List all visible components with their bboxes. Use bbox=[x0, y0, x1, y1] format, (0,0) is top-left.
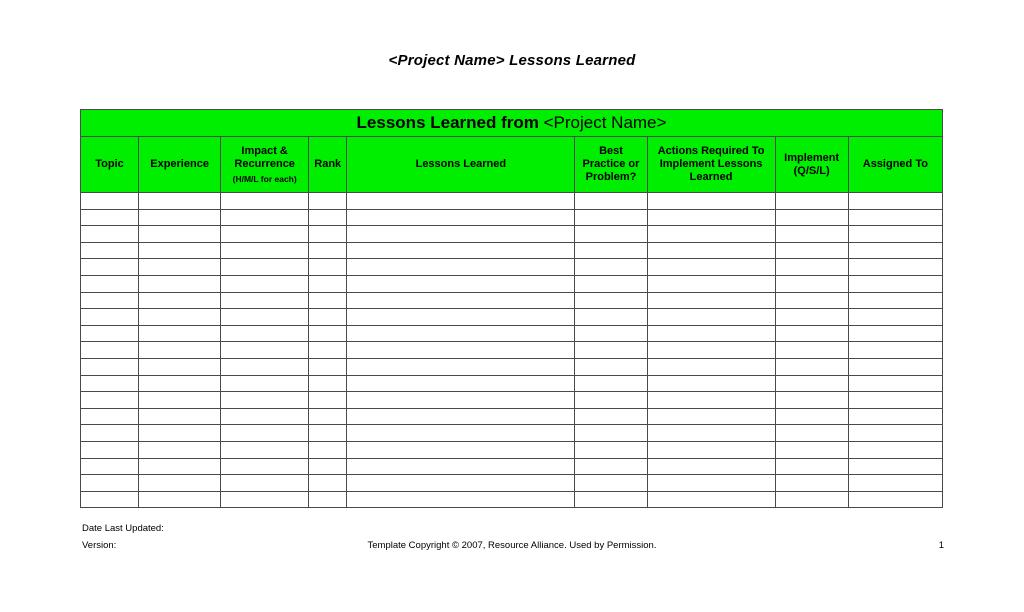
table-cell-lessons[interactable] bbox=[347, 408, 575, 425]
table-cell-implement[interactable] bbox=[775, 425, 848, 442]
table-cell-best[interactable] bbox=[575, 193, 647, 210]
page-footer bbox=[0, 518, 1024, 578]
table-cell-implement[interactable] bbox=[775, 392, 848, 409]
table-cell-rank[interactable] bbox=[309, 292, 347, 309]
table-cell-impact[interactable] bbox=[221, 375, 309, 392]
table-cell-impact[interactable] bbox=[221, 259, 309, 276]
table-cell-lessons[interactable] bbox=[347, 275, 575, 292]
table-cell-lessons[interactable] bbox=[347, 242, 575, 259]
table-cell-rank[interactable] bbox=[309, 309, 347, 326]
table-cell-assigned[interactable] bbox=[848, 242, 942, 259]
table-cell-experience[interactable] bbox=[139, 342, 221, 359]
table-cell-assigned[interactable] bbox=[848, 292, 942, 309]
table-cell-topic[interactable] bbox=[81, 242, 139, 259]
column-header-actions-line3: Learned bbox=[689, 171, 733, 183]
table-row[interactable] bbox=[81, 209, 943, 226]
table-row[interactable] bbox=[81, 193, 943, 210]
table-row[interactable] bbox=[81, 392, 943, 409]
table-cell-impact[interactable] bbox=[221, 358, 309, 375]
table-cell-lessons[interactable] bbox=[347, 441, 575, 458]
table-cell-rank[interactable] bbox=[309, 242, 347, 259]
table-cell-lessons[interactable] bbox=[347, 226, 575, 243]
table-cell-implement[interactable] bbox=[775, 458, 848, 475]
table-cell-best[interactable] bbox=[575, 292, 647, 309]
table-cell-impact[interactable] bbox=[221, 193, 309, 210]
table-cell-actions[interactable] bbox=[647, 458, 775, 475]
table-cell-topic[interactable] bbox=[81, 259, 139, 276]
table-cell-rank[interactable] bbox=[309, 226, 347, 243]
table-cell-experience[interactable] bbox=[139, 242, 221, 259]
table-cell-implement[interactable] bbox=[775, 209, 848, 226]
table-cell-impact[interactable] bbox=[221, 325, 309, 342]
table-banner-row bbox=[81, 110, 943, 137]
table-cell-implement[interactable] bbox=[775, 375, 848, 392]
date-last-updated-label: Date Last Updated: bbox=[82, 523, 164, 534]
table-cell-impact[interactable] bbox=[221, 491, 309, 508]
column-header-assigned-to-label: Assigned To bbox=[862, 158, 928, 170]
table-cell-topic[interactable] bbox=[81, 408, 139, 425]
column-header-implement-line1: Implement bbox=[784, 151, 840, 164]
table-cell-actions[interactable] bbox=[647, 358, 775, 375]
table-cell-implement[interactable] bbox=[775, 259, 848, 276]
table-cell-topic[interactable] bbox=[81, 491, 139, 508]
column-header-topic-label: Topic bbox=[95, 158, 124, 170]
table-cell-rank[interactable] bbox=[309, 358, 347, 375]
table-cell-impact[interactable] bbox=[221, 425, 309, 442]
table-cell-experience[interactable] bbox=[139, 475, 221, 492]
table-cell-lessons[interactable] bbox=[347, 358, 575, 375]
column-header-impact-sublabel: (H/M/L for each) bbox=[232, 173, 297, 184]
table-cell-assigned[interactable] bbox=[848, 491, 942, 508]
table-cell-experience[interactable] bbox=[139, 375, 221, 392]
table-cell-impact[interactable] bbox=[221, 441, 309, 458]
table-cell-topic[interactable] bbox=[81, 193, 139, 210]
column-header-experience bbox=[139, 137, 221, 193]
table-row[interactable] bbox=[81, 358, 943, 375]
column-header-best-line2: Practice or bbox=[582, 158, 640, 170]
copyright-notice: Template Copyright © 2007, Resource Alliance. Used by Permission. bbox=[367, 540, 657, 551]
page-number: 1 bbox=[938, 540, 944, 551]
table-cell-rank[interactable] bbox=[309, 193, 347, 210]
table-cell-experience[interactable] bbox=[139, 491, 221, 508]
table-cell-impact[interactable] bbox=[221, 275, 309, 292]
table-cell-rank[interactable] bbox=[309, 475, 347, 492]
table-cell-topic[interactable] bbox=[81, 441, 139, 458]
table-cell-topic[interactable] bbox=[81, 226, 139, 243]
table-cell-actions[interactable] bbox=[647, 375, 775, 392]
column-header-rank bbox=[309, 137, 347, 193]
table-row[interactable] bbox=[81, 242, 943, 259]
table-cell-experience[interactable] bbox=[139, 309, 221, 326]
table-cell-actions[interactable] bbox=[647, 209, 775, 226]
table-cell-topic[interactable] bbox=[81, 392, 139, 409]
table-cell-rank[interactable] bbox=[309, 259, 347, 276]
table-cell-rank[interactable] bbox=[309, 425, 347, 442]
column-header-actions-line1: Actions Required To bbox=[657, 145, 765, 157]
table-cell-lessons[interactable] bbox=[347, 325, 575, 342]
table-cell-lessons[interactable] bbox=[347, 458, 575, 475]
table-cell-impact[interactable] bbox=[221, 209, 309, 226]
table-cell-experience[interactable] bbox=[139, 325, 221, 342]
column-header-implement bbox=[775, 137, 848, 193]
table-cell-lessons[interactable] bbox=[347, 209, 575, 226]
table-cell-topic[interactable] bbox=[81, 425, 139, 442]
table-cell-best[interactable] bbox=[575, 458, 647, 475]
version-label: Version: bbox=[82, 540, 117, 551]
table-cell-rank[interactable] bbox=[309, 491, 347, 508]
table-cell-assigned[interactable] bbox=[848, 325, 942, 342]
table-row[interactable] bbox=[81, 292, 943, 309]
table-cell-rank[interactable] bbox=[309, 342, 347, 359]
table-cell-implement[interactable] bbox=[775, 275, 848, 292]
table-cell-lessons[interactable] bbox=[347, 193, 575, 210]
table-cell-impact[interactable] bbox=[221, 226, 309, 243]
table-cell-implement[interactable] bbox=[775, 491, 848, 508]
table-cell-topic[interactable] bbox=[81, 209, 139, 226]
table-cell-implement[interactable] bbox=[775, 242, 848, 259]
table-cell-topic[interactable] bbox=[81, 275, 139, 292]
table-cell-rank[interactable] bbox=[309, 325, 347, 342]
column-header-actions-line2: Implement Lessons bbox=[659, 158, 763, 170]
table-cell-best[interactable] bbox=[575, 475, 647, 492]
table-cell-lessons[interactable] bbox=[347, 425, 575, 442]
table-cell-assigned[interactable] bbox=[848, 408, 942, 425]
table-cell-rank[interactable] bbox=[309, 275, 347, 292]
table-cell-implement[interactable] bbox=[775, 408, 848, 425]
table-cell-implement[interactable] bbox=[775, 358, 848, 375]
table-cell-actions[interactable] bbox=[647, 193, 775, 210]
column-header-lessons-learned-label: Lessons Learned bbox=[415, 158, 507, 170]
table-cell-experience[interactable] bbox=[139, 259, 221, 276]
table-cell-best[interactable] bbox=[575, 275, 647, 292]
table-cell-actions[interactable] bbox=[647, 342, 775, 359]
table-row[interactable] bbox=[81, 458, 943, 475]
table-cell-actions[interactable] bbox=[647, 425, 775, 442]
column-header-rank-label: Rank bbox=[314, 158, 342, 170]
table-cell-actions[interactable] bbox=[647, 292, 775, 309]
table-cell-actions[interactable] bbox=[647, 309, 775, 326]
table-cell-actions[interactable] bbox=[647, 475, 775, 492]
table-cell-lessons[interactable] bbox=[347, 309, 575, 326]
table-cell-actions[interactable] bbox=[647, 242, 775, 259]
table-cell-experience[interactable] bbox=[139, 392, 221, 409]
lessons-learned-table-wrapper bbox=[80, 109, 943, 508]
table-cell-implement[interactable] bbox=[775, 193, 848, 210]
table-cell-assigned[interactable] bbox=[848, 309, 942, 326]
table-cell-assigned[interactable] bbox=[848, 226, 942, 243]
table-cell-lessons[interactable] bbox=[347, 375, 575, 392]
table-cell-experience[interactable] bbox=[139, 226, 221, 243]
column-header-impact-recurrence bbox=[221, 137, 309, 193]
table-cell-assigned[interactable] bbox=[848, 458, 942, 475]
banner-light-text: <Project Name> bbox=[543, 113, 667, 132]
table-cell-assigned[interactable] bbox=[848, 193, 942, 210]
table-row[interactable] bbox=[81, 226, 943, 243]
table-row[interactable] bbox=[81, 342, 943, 359]
table-row[interactable] bbox=[81, 309, 943, 326]
table-cell-actions[interactable] bbox=[647, 491, 775, 508]
column-header-assigned-to bbox=[848, 137, 942, 193]
table-row[interactable] bbox=[81, 275, 943, 292]
table-cell-topic[interactable] bbox=[81, 342, 139, 359]
table-cell-assigned[interactable] bbox=[848, 475, 942, 492]
column-header-experience-label: Experience bbox=[150, 158, 209, 170]
column-header-best-practice-or-problem bbox=[575, 137, 647, 193]
column-header-impact-line2: Recurrence bbox=[234, 157, 295, 170]
table-cell-actions[interactable] bbox=[647, 392, 775, 409]
table-row[interactable] bbox=[81, 475, 943, 492]
table-cell-best[interactable] bbox=[575, 425, 647, 442]
table-cell-actions[interactable] bbox=[647, 441, 775, 458]
table-cell-lessons[interactable] bbox=[347, 342, 575, 359]
table-cell-rank[interactable] bbox=[309, 375, 347, 392]
table-cell-rank[interactable] bbox=[309, 392, 347, 409]
column-header-best-line1: Best bbox=[599, 145, 623, 157]
table-row[interactable] bbox=[81, 425, 943, 442]
table-cell-best[interactable] bbox=[575, 375, 647, 392]
table-banner-title bbox=[81, 110, 943, 137]
table-cell-best[interactable] bbox=[575, 209, 647, 226]
column-header-lessons-learned bbox=[347, 137, 575, 193]
lessons-learned-table bbox=[80, 109, 943, 508]
table-cell-impact[interactable] bbox=[221, 292, 309, 309]
table-cell-assigned[interactable] bbox=[848, 358, 942, 375]
table-cell-experience[interactable] bbox=[139, 292, 221, 309]
table-cell-topic[interactable] bbox=[81, 292, 139, 309]
table-cell-implement[interactable] bbox=[775, 292, 848, 309]
table-cell-rank[interactable] bbox=[309, 209, 347, 226]
table-body bbox=[81, 193, 943, 508]
table-cell-lessons[interactable] bbox=[347, 292, 575, 309]
table-cell-topic[interactable] bbox=[81, 375, 139, 392]
table-cell-best[interactable] bbox=[575, 309, 647, 326]
table-cell-impact[interactable] bbox=[221, 475, 309, 492]
table-cell-lessons[interactable] bbox=[347, 475, 575, 492]
table-cell-implement[interactable] bbox=[775, 342, 848, 359]
table-cell-experience[interactable] bbox=[139, 193, 221, 210]
table-cell-rank[interactable] bbox=[309, 441, 347, 458]
table-cell-impact[interactable] bbox=[221, 242, 309, 259]
table-cell-assigned[interactable] bbox=[848, 425, 942, 442]
table-cell-best[interactable] bbox=[575, 358, 647, 375]
table-cell-impact[interactable] bbox=[221, 342, 309, 359]
table-row[interactable] bbox=[81, 491, 943, 508]
table-cell-implement[interactable] bbox=[775, 441, 848, 458]
table-cell-best[interactable] bbox=[575, 226, 647, 243]
table-cell-impact[interactable] bbox=[221, 392, 309, 409]
table-cell-rank[interactable] bbox=[309, 458, 347, 475]
table-row[interactable] bbox=[81, 325, 943, 342]
table-cell-topic[interactable] bbox=[81, 458, 139, 475]
table-cell-implement[interactable] bbox=[775, 309, 848, 326]
table-cell-assigned[interactable] bbox=[848, 209, 942, 226]
table-cell-impact[interactable] bbox=[221, 458, 309, 475]
table-row[interactable] bbox=[81, 408, 943, 425]
table-cell-actions[interactable] bbox=[647, 408, 775, 425]
table-cell-best[interactable] bbox=[575, 342, 647, 359]
table-cell-topic[interactable] bbox=[81, 309, 139, 326]
table-cell-lessons[interactable] bbox=[347, 259, 575, 276]
table-cell-topic[interactable] bbox=[81, 475, 139, 492]
table-cell-assigned[interactable] bbox=[848, 275, 942, 292]
table-cell-implement[interactable] bbox=[775, 475, 848, 492]
table-cell-lessons[interactable] bbox=[347, 491, 575, 508]
table-cell-best[interactable] bbox=[575, 325, 647, 342]
table-cell-experience[interactable] bbox=[139, 408, 221, 425]
table-row[interactable] bbox=[81, 375, 943, 392]
column-header-best-line3: Problem? bbox=[585, 171, 637, 183]
table-cell-best[interactable] bbox=[575, 408, 647, 425]
table-cell-experience[interactable] bbox=[139, 425, 221, 442]
column-header-implement-line2: (Q/S/L) bbox=[793, 164, 830, 177]
table-cell-lessons[interactable] bbox=[347, 392, 575, 409]
table-cell-best[interactable] bbox=[575, 242, 647, 259]
column-header-topic bbox=[81, 137, 139, 193]
table-cell-actions[interactable] bbox=[647, 275, 775, 292]
table-cell-experience[interactable] bbox=[139, 209, 221, 226]
column-header-actions-required bbox=[647, 137, 775, 193]
table-header-row bbox=[81, 137, 943, 193]
table-row[interactable] bbox=[81, 259, 943, 276]
table-cell-experience[interactable] bbox=[139, 358, 221, 375]
table-cell-assigned[interactable] bbox=[848, 375, 942, 392]
table-cell-assigned[interactable] bbox=[848, 392, 942, 409]
table-cell-actions[interactable] bbox=[647, 226, 775, 243]
table-cell-best[interactable] bbox=[575, 259, 647, 276]
table-cell-best[interactable] bbox=[575, 491, 647, 508]
table-cell-impact[interactable] bbox=[221, 408, 309, 425]
table-cell-assigned[interactable] bbox=[848, 342, 942, 359]
column-header-impact-line1: Impact & bbox=[241, 144, 288, 157]
table-cell-experience[interactable] bbox=[139, 275, 221, 292]
table-cell-best[interactable] bbox=[575, 392, 647, 409]
table-cell-best[interactable] bbox=[575, 441, 647, 458]
table-cell-topic[interactable] bbox=[81, 325, 139, 342]
page-title: <Project Name> Lessons Learned bbox=[388, 52, 636, 69]
table-cell-implement[interactable] bbox=[775, 325, 848, 342]
table-row[interactable] bbox=[81, 441, 943, 458]
table-cell-actions[interactable] bbox=[647, 325, 775, 342]
table-cell-experience[interactable] bbox=[139, 458, 221, 475]
table-cell-assigned[interactable] bbox=[848, 441, 942, 458]
table-cell-implement[interactable] bbox=[775, 226, 848, 243]
table-cell-experience[interactable] bbox=[139, 441, 221, 458]
banner-strong-text: Lessons Learned from bbox=[356, 113, 539, 132]
table-cell-impact[interactable] bbox=[221, 309, 309, 326]
table-cell-rank[interactable] bbox=[309, 408, 347, 425]
table-cell-topic[interactable] bbox=[81, 358, 139, 375]
table-cell-actions[interactable] bbox=[647, 259, 775, 276]
table-cell-assigned[interactable] bbox=[848, 259, 942, 276]
